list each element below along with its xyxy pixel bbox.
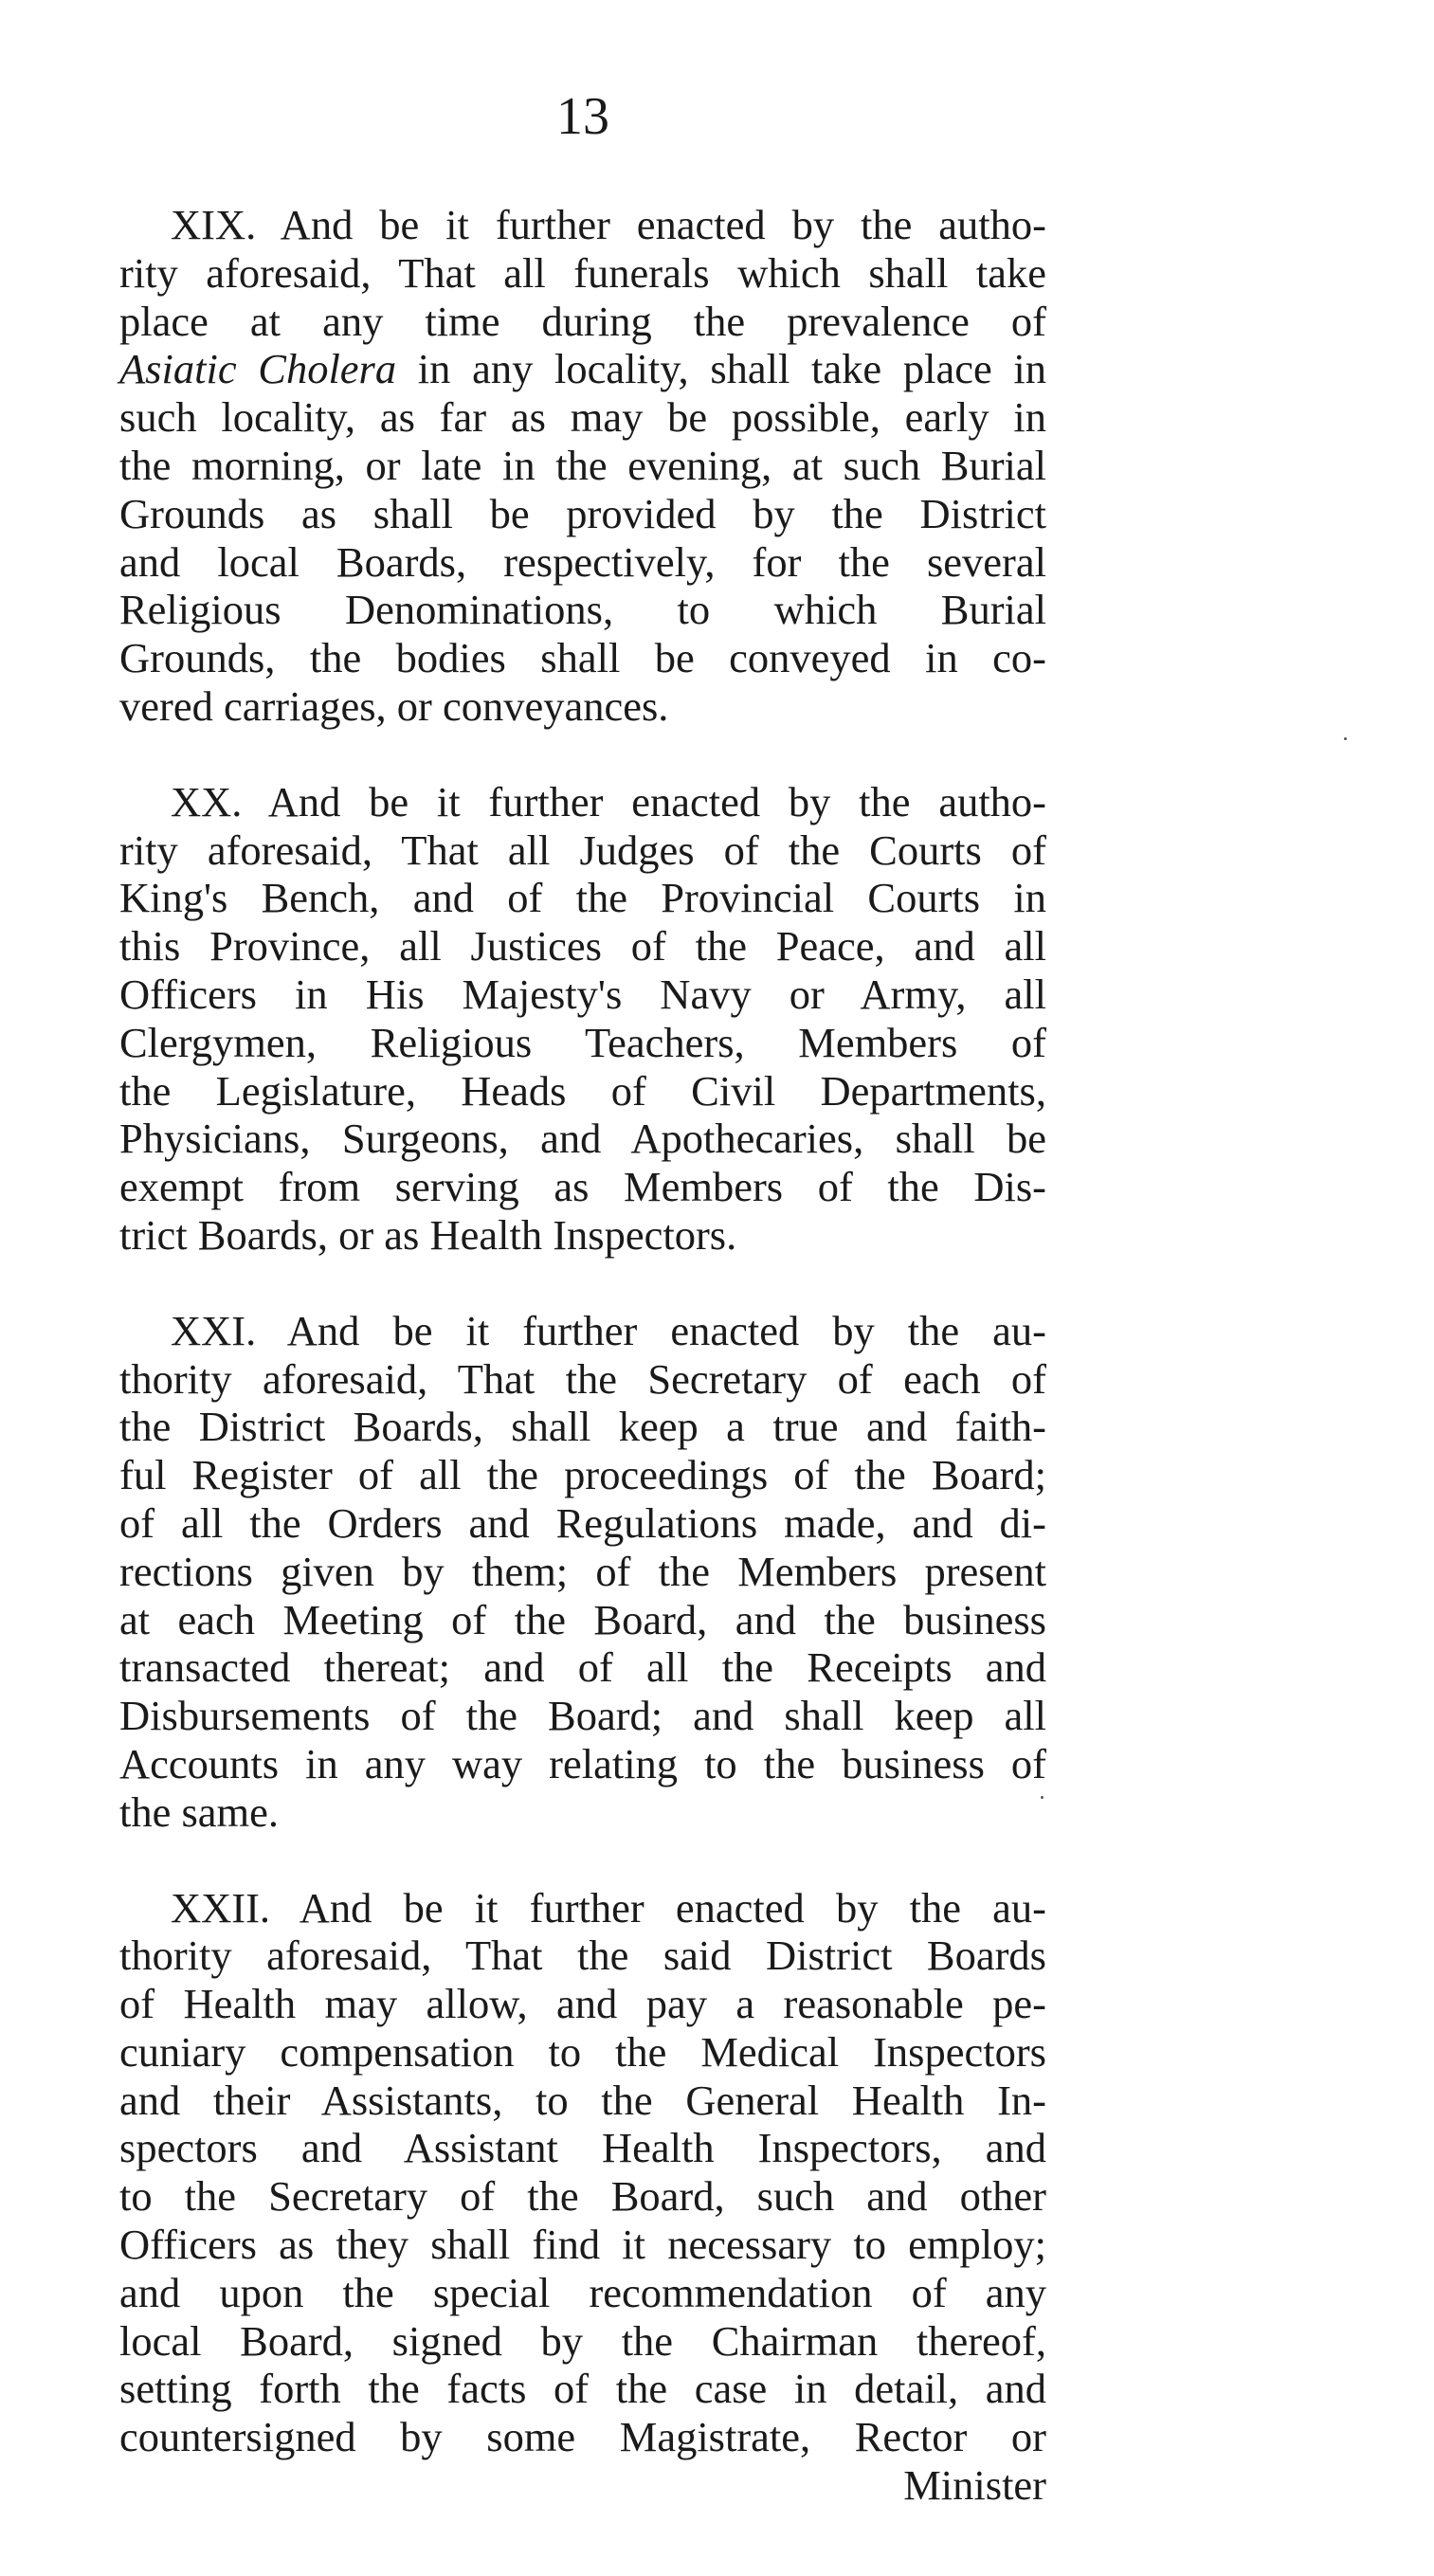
page-number: 13 — [556, 87, 609, 146]
text-line: ful Register of all the proceedings of the Board; — [119, 1451, 1046, 1499]
text-line: trict Boards, or as Health Inspectors. — [119, 1210, 737, 1259]
text-line: and their Assistants, to the General Health In- — [119, 2076, 1046, 2124]
text-line: Physicians, Surgeons, and Apothecaries, shall be — [119, 1115, 1046, 1163]
text-fragment: in any locality, shall take place in — [396, 345, 1046, 393]
text-line: XXII. And be it further enacted by the au- — [171, 1883, 1046, 1932]
text-line: XIX. And be it further enacted by the autho- — [171, 201, 1046, 248]
text-line: Accounts in any way relating to the business of — [119, 1739, 1046, 1787]
section-gap — [119, 731, 1046, 778]
catchword: Minister — [903, 2461, 1046, 2510]
text-line: rity aforesaid, That all funerals which shall take — [119, 248, 1046, 297]
text-line: the Legislature, Heads of Civil Departments, — [119, 1066, 1046, 1115]
paper-speck — [1344, 737, 1347, 740]
text-line: transacted thereat; and of all the Receipts and — [119, 1643, 1046, 1692]
text-line: rections given by them; of the Members present — [119, 1547, 1046, 1595]
text-line: Grounds, the bodies shall be conveyed in co- — [119, 634, 1046, 682]
text-line: the District Boards, shall keep a true and faith- — [119, 1403, 1046, 1451]
text-line: to the Secretary of the Board, such and other — [119, 2172, 1046, 2221]
text-line: setting forth the facts of the case in detail, and — [119, 2365, 1046, 2413]
text-line: and local Boards, respectively, for the several — [119, 537, 1046, 586]
text-line: local Board, signed by the Chairman thereof, — [119, 2316, 1046, 2365]
section-gap — [119, 1837, 1046, 1884]
text-line: countersigned by some Magistrate, Rector or — [119, 2413, 1046, 2461]
text-line — [119, 345, 1046, 393]
text-line: of Health may allow, and pay a reasonable pe- — [119, 1980, 1046, 2028]
text-column — [119, 201, 1046, 2510]
text-line: spectors and Assistant Health Inspectors, and — [119, 2124, 1046, 2172]
text-line: of all the Orders and Regulations made, and di- — [119, 1498, 1046, 1547]
section-xxii — [119, 1884, 1046, 2510]
text-line: XX. And be it further enacted by the autho- — [171, 777, 1046, 825]
text-line: place at any time during the prevalence of — [119, 297, 1046, 345]
text-line: the morning, or late in the evening, at such Burial — [119, 441, 1046, 489]
text-line: the same. — [119, 1787, 280, 1836]
text-line: Grounds as shall be provided by the District — [119, 489, 1046, 537]
italic-phrase: Asiatic Cholera — [119, 345, 397, 393]
text-line: Clergymen, Religious Teachers, Members of — [119, 1018, 1046, 1066]
paper-speck — [1041, 1796, 1044, 1799]
section-gap — [119, 1260, 1046, 1307]
section-xix — [119, 201, 1046, 731]
text-line: this Province, all Justices of the Peace, and all — [119, 922, 1046, 971]
section-xxi — [119, 1307, 1046, 1837]
text-line: and upon the special recommendation of any — [119, 2268, 1046, 2316]
text-line: thority aforesaid, That the Secretary of each of — [119, 1354, 1046, 1403]
text-line: exempt from serving as Members of the Dis- — [119, 1163, 1046, 1211]
text-line: thority aforesaid, That the said District Boards — [119, 1932, 1046, 1980]
text-line: such locality, as far as may be possible, early in — [119, 393, 1046, 442]
text-line: King's Bench, and of the Provincial Courts in — [119, 874, 1046, 922]
text-line: XXI. And be it further enacted by the au- — [171, 1306, 1046, 1354]
section-xx — [119, 778, 1046, 1260]
text-line: at each Meeting of the Board, and the business — [119, 1595, 1046, 1643]
text-line: Officers as they shall find it necessary to employ; — [119, 2221, 1046, 2269]
text-line: vered carriages, or conveyances. — [119, 681, 669, 730]
text-line: Officers in His Majesty's Navy or Army, all — [119, 970, 1046, 1018]
text-line: rity aforesaid, That all Judges of the Courts of — [119, 825, 1046, 874]
text-line: Religious Denominations, to which Burial — [119, 586, 1046, 634]
text-line: cuniary compensation to the Medical Inspectors — [119, 2027, 1046, 2076]
text-line: Disbursements of the Board; and shall keep all — [119, 1692, 1046, 1740]
